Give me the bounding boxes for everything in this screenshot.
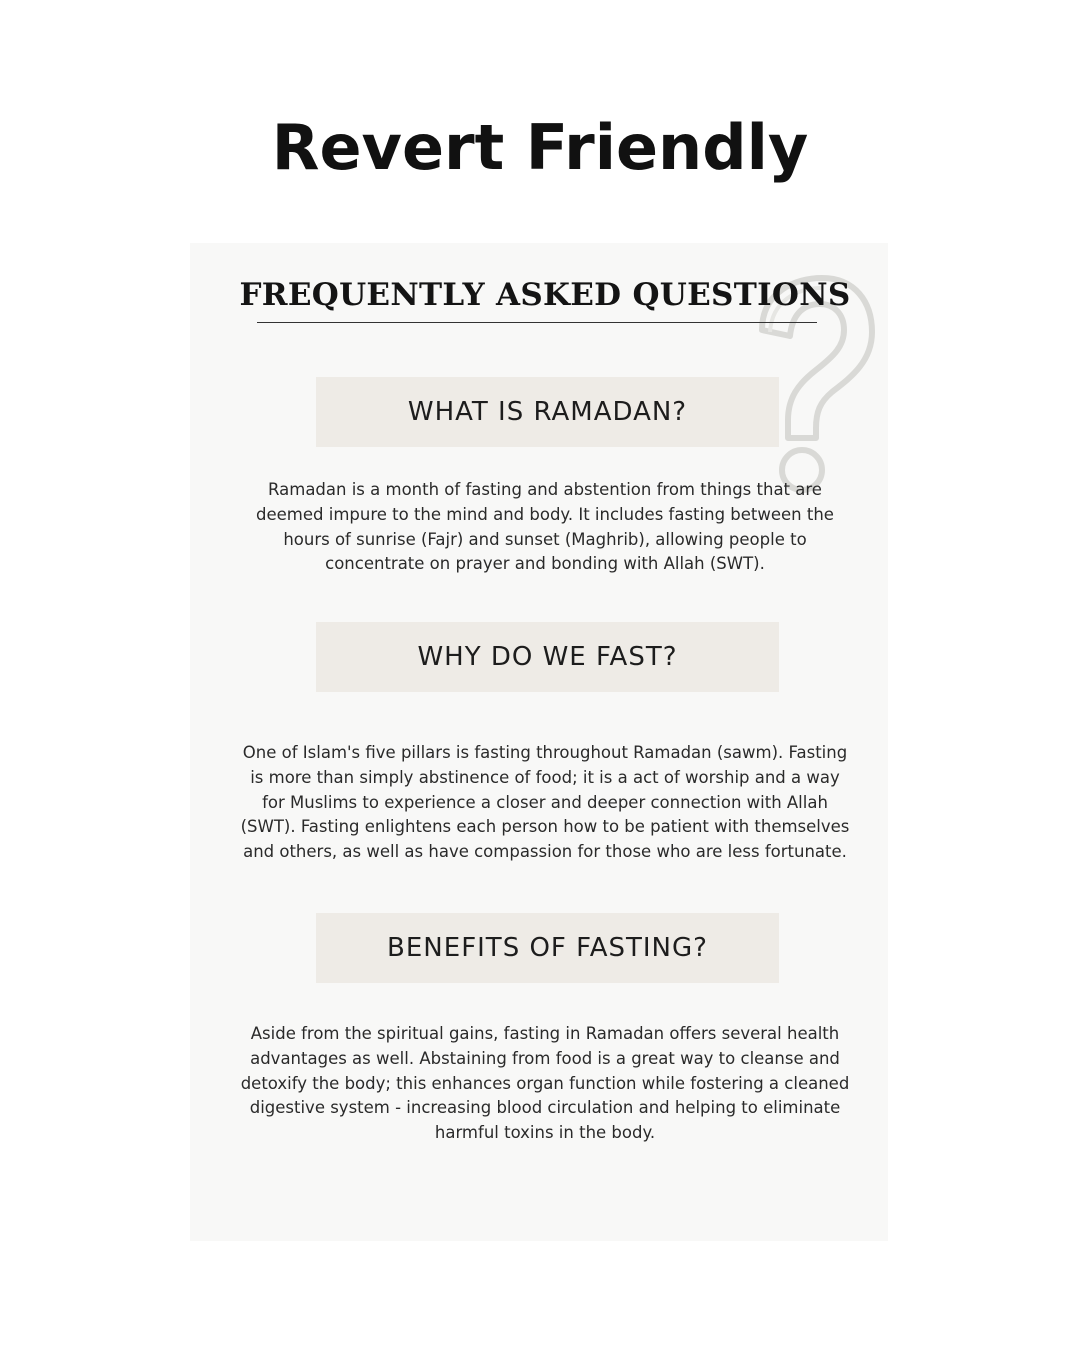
faq-heading: FREQUENTLY ASKED QUESTIONS (239, 277, 851, 313)
answer-line: Aside from the spiritual gains, fasting in Ramadan offers several health (250, 1024, 840, 1043)
answer-line: is more than simply abstinence of food; it is a act of worship and a way (250, 767, 840, 787)
answer-line: and others, as well as have compassion for those who are less fortunate. (243, 842, 847, 862)
question-label: WHY DO WE FAST? (417, 642, 678, 672)
answer-why-do-we-fast (230, 741, 860, 865)
answer-line: for Muslims to experience a closer and deeper connection with Allah (262, 792, 828, 812)
answer-line: hours of sunrise (Fajr) and sunset (Maghrib), allowing people to (283, 529, 807, 549)
heading-divider (257, 322, 817, 323)
answer-line: harmful toxins in the body. (434, 1123, 656, 1143)
answer-line: (SWT). Fasting enlightens each person how to be patient with themselves (240, 817, 850, 837)
question-box-benefits-of-fasting (316, 913, 779, 983)
question-box-why-do-we-fast (316, 622, 779, 692)
page-title: Revert Friendly (271, 111, 809, 184)
answer-line: Ramadan is a month of fasting and abstention from things that are (268, 480, 822, 499)
answer-what-is-ramadan (230, 478, 860, 577)
question-box-what-is-ramadan (316, 377, 779, 447)
answer-line: deemed impure to the mind and body. It includes fasting between the (256, 504, 834, 524)
answer-benefits-of-fasting (230, 1022, 860, 1146)
question-label: WHAT IS RAMADAN? (407, 397, 688, 427)
answer-line: One of Islam's five pillars is fasting throughout Ramadan (sawm). Fasting (242, 743, 848, 762)
answer-line: advantages as well. Abstaining from food is a great way to cleanse and (250, 1048, 840, 1068)
answer-line: detoxify the body; this enhances organ function while fostering a cleaned (240, 1073, 850, 1093)
answer-line: concentrate on prayer and bonding with Allah (SWT). (325, 554, 765, 574)
answer-line: digestive system - increasing blood circulation and helping to eliminate (249, 1098, 841, 1118)
question-label: BENEFITS OF FASTING? (387, 933, 708, 963)
